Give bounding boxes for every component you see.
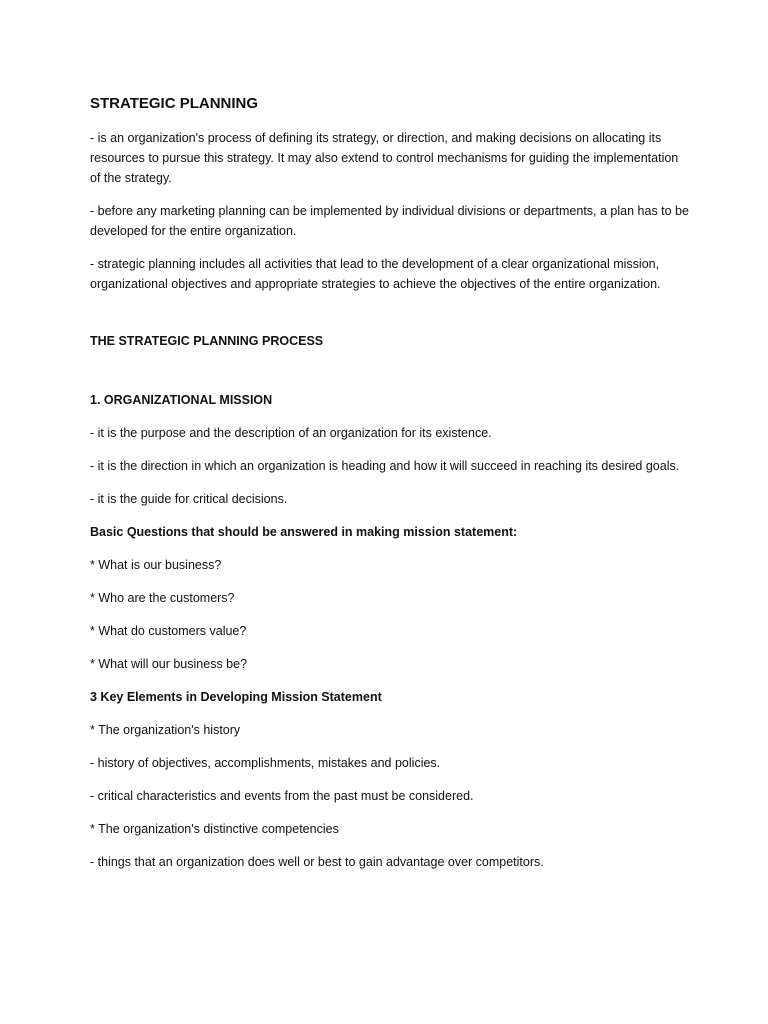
question-2: * Who are the customers? [90,591,235,605]
element-line-3: - critical characteristics and events from the past must be considered. [90,789,474,803]
element-line-4: * The organization's distinctive competencies [90,822,339,836]
intro-paragraph-2: - before any marketing planning can be implemented by individual divisions or departments, a plan has to be developed for the entire organization. [90,204,689,238]
process-heading: THE STRATEGIC PLANNING PROCESS [90,334,324,348]
question-3: * What do customers value? [90,624,247,638]
spacer [90,364,690,390]
document-title: STRATEGIC PLANNING [90,95,259,112]
questions-heading: Basic Questions that should be answered in making mission statement: [90,525,518,539]
element-line-2: - history of objectives, accomplishments, mistakes and policies. [90,756,441,770]
intro-paragraph-1: - is an organization's process of defining its strategy, or direction, and making decisions on allocating its resources to pursue this strategy. It may also extend to control mechanisms for guiding the implementation of the strategy. [90,131,679,185]
elements-heading: 3 Key Elements in Developing Mission Statement [90,690,382,704]
question-4: * What will our business be? [90,657,248,671]
question-1: * What is our business? [90,558,222,572]
section1-heading: 1. ORGANIZATIONAL MISSION [90,393,273,407]
section1-point-1: - it is the purpose and the description of an organization for its existence. [90,426,492,440]
section1-point-3: - it is the guide for critical decisions. [90,492,288,506]
element-line-5: - things that an organization does well or best to gain advantage over competitors. [90,855,544,869]
intro-paragraph-3: - strategic planning includes all activities that lead to the development of a clear organizational mission, organizational objectives and appropriate strategies to achieve the objectives of the entire organization. [90,257,661,291]
section1-point-2: - it is the direction in which an organization is heading and how it will succeed in reaching its desired goals. [90,459,680,473]
document-body [90,94,690,885]
element-line-1: * The organization's history [90,723,241,737]
spacer [90,307,690,331]
